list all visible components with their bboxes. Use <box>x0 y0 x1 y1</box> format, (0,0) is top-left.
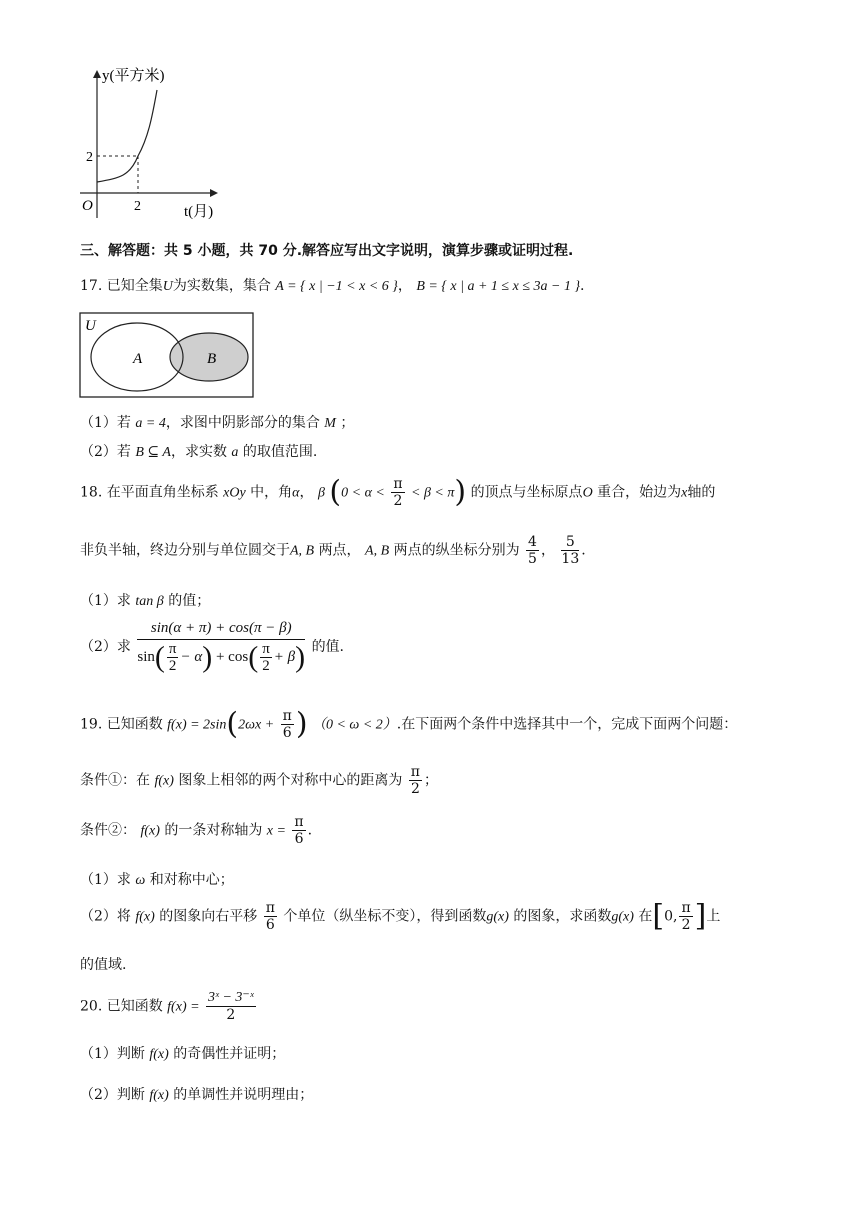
q18-line2: 非负半轴，终边分别与单位圆交于A, B 两点， A, B 两点的纵坐标分别为 $\frac{4}{5}$ ， $\frac{5}{13}$ . <box>80 534 586 567</box>
venn-B-label: B <box>207 351 217 367</box>
q17-number: 17. <box>80 278 103 294</box>
q18-line1: 18. 在平面直角坐标系 xOy 中，角α， β (0 < α < $\frac{\pi}{2}$ < β < π) 的顶点与坐标原点O 重合，始边为x轴的 <box>80 474 716 510</box>
y-tick-label: 2 <box>86 150 93 165</box>
q17-part2: （2）若 B ⊆ A，求实数 a 的取值范围. <box>80 444 318 460</box>
q20-statement: 20. 已知函数 f(x) = $\frac{\text{3ˣ − 3⁻ˣ}}{2}$ <box>80 990 254 1023</box>
growth-curve <box>97 90 157 182</box>
origin-label: O <box>82 198 93 214</box>
venn-A-label: A <box>133 351 143 367</box>
q19-part1: （1）求 ω 和对称中心； <box>80 872 234 888</box>
q17-statement: 17. 已知全集U为实数集，集合 A = { x | −1 < x < 6 }， B = { x | a + 1 ≤ x ≤ 3a − 1 }. <box>80 278 585 294</box>
q20-part2: （2）判断 f(x) 的单调性并说明理由； <box>80 1087 314 1103</box>
q19-part2: （2）将 f(x) 的图象向右平移 $\frac{\pi}{6}$ 个单位（纵坐标不变），得到函数g(x) 的图象，求函数g(x) 在[0, $\frac{\pi}{2}$ ]上 <box>80 898 721 934</box>
growth-graph <box>60 58 230 228</box>
set-A: A = { x | −1 < x < 6 } <box>275 279 398 294</box>
venn-U-label: U <box>85 318 96 334</box>
set-B: B = { x | a + 1 ≤ x ≤ 3a − 1 } <box>416 279 581 294</box>
y-axis-arrow <box>93 70 101 78</box>
t-axis-arrow <box>210 189 218 197</box>
x-tick-label: 2 <box>134 199 141 214</box>
q19-condition2: 条件②： f(x) 的一条对称轴为 x = $\frac{\pi}{6}$ . <box>80 814 313 847</box>
q18-part2: （2）求 sin(α + π) + cos(π − β) sin( $\frac{\pi}{2}$ − α) + cos( $\frac{\pi}{2}$ + β) 的值. <box>80 620 345 675</box>
section-heading: 三、解答题：共 5 小题，共 70 分.解答应写出文字说明，演算步骤或证明过程. <box>80 243 574 259</box>
q17-part1: （1）若 a = 4，求图中阴影部分的集合 M ； <box>80 415 355 431</box>
q20-part1: （1）判断 f(x) 的奇偶性并证明； <box>80 1046 286 1062</box>
y-axis-label: y(平方米) <box>102 68 165 84</box>
q19-condition1: 条件①：在 f(x) 图象上相邻的两个对称中心的距离为 $\frac{\pi}{2}$ ； <box>80 764 438 797</box>
venn-diagram <box>79 312 255 398</box>
q19-part2-cont: 的值域. <box>80 957 127 973</box>
t-axis-label: t(月) <box>184 204 214 220</box>
q19-statement: 19. 已知函数 f(x) = 2sin(2ωx + $\frac{\pi}{6}$ ) （0 < ω < 2）.在下面两个条件中选择其中一个，完成下面两个问题： <box>80 706 738 742</box>
q18-part1: （1）求 tan β 的值； <box>80 593 211 609</box>
